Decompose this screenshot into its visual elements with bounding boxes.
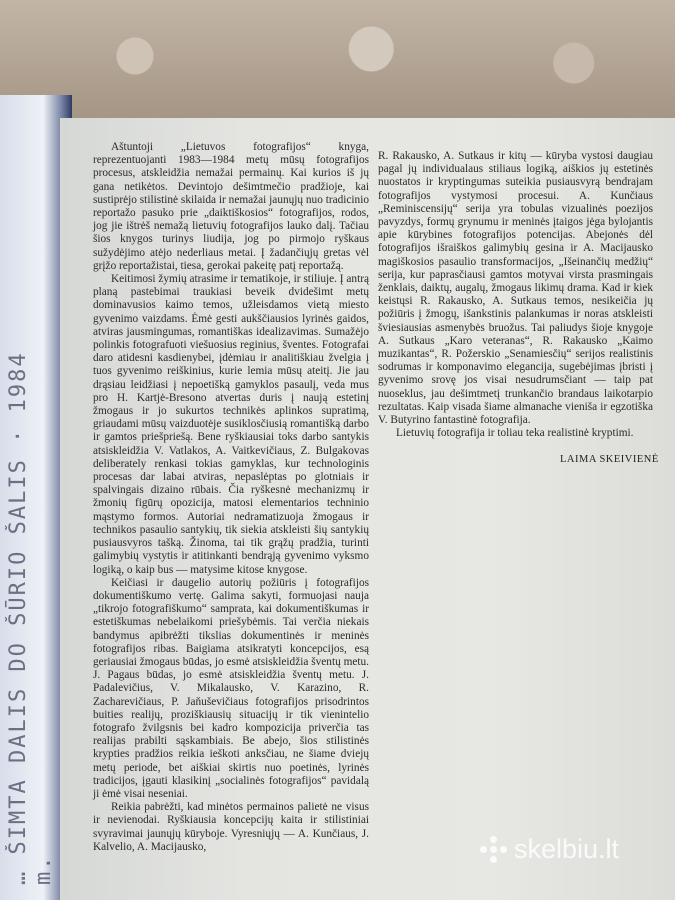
watermark-text: skelbiu.lt — [514, 834, 620, 864]
watermark-logo-icon — [480, 836, 508, 864]
text-column-right — [378, 150, 653, 440]
author-signature: LAIMA SKEIVIENĖ — [560, 454, 659, 465]
paragraph: Lietuvių fotografija ir toliau teka realistinė kryptimi. — [396, 427, 634, 440]
paragraph: Aštuntoji „Lietuvos fotografijos“ knyga, reprezentuojanti 1983—1984 metų mūsų fotografijos procesus, atskleidžia nemažai permainų. Kai kurios iš jų gana netikėtos. Devintojo dešimtmečio pradžioje, kai sustiprėjo stilistinė skilaida ir nemažai jaunųjų nuo tradicinio reportažo pasuko prie „daiktiškosios“ fotografijos, rodos, jog jie ištrėš nemažą lietuvių fotografijos lauko dalį. Tačiau šios knygos turinys liudija, jog po pirmojo ryškaus sužydėjimo atėjo nederliaus metai. Į žadančiųjų gretas vėl grįžo reportažistai, tiesa, gerokai pakeitę patį reportažą. — [93, 141, 369, 272]
spine-handwriting: … ŠIMTA DALIS DO ŠŪRIO ŠALIS · 1984 m. — [6, 351, 56, 885]
text-column-left — [93, 141, 369, 854]
paragraph: Keičiasi ir daugelio autorių požiūris į fotografijos dokumentiškumo vertę. Galima sakyti, formuojasi nauja „tikrojo fotografiškumo“ samprata, kai dokumentiškumas ir estetiškumas nebelaikomi priešybėmis. Tai verčia niekais bandymus apibrėžti tikslias dokumentinės ir meninės fotografijos ribas. Baigiama atsikratyti koncepcijos, esą geriausiai žmogaus būdas, jo esmė atsiskleidžia šventų metu. J. Pagaus būdas, jo esmė atsiskleidžia šventų metu. J. Padalevičius, V. Mikalausko, V. Karazino, R. Zacharevičiaus, P. Jaňuševičiaus fotografijos prisodrintos buities realijų, proziškiausių situacijų ir tik vienintelio fotografo žvilgsnis bei kadro kompozicija priverčia tas realijas prabilti sąskambiais. Be abejo, šios stilistinės krypties pradžios reikia ieškoti anksčiau, ne šiame dviejų metų periode, bet aiškiai skirtis nuo poetinės, lyrinės tradicijos, įgauti klasikinį „socialinės fotografijos“ pavidalą ji ėmė visai neseniai. — [93, 576, 369, 800]
watermark — [480, 834, 619, 865]
paragraph: R. Rakausko, A. Sutkaus ir kitų — kūryba vystosi daugiau pagal jų individualaus stiliaus logiką, aiškios jų estetinės nuostatos ir kryptingumas suteikia pusiausvyrą bendrajam fotografijos vystymosi procesui. A. Kunčiaus „Reminiscensijų“ serija yra tobulas vizualinės poezijos pavyzdys, formų grynumu ir meninės įtaigos jėga bylojantis apie kūrybines fotografijos potencijas. Abejonės dėl fotografijos išraiškos galimybių gesina ir A. Macijausko magiškosios pasaulio transformacijos, „Išeinančių medžių“ serija, kur paprasčiausi gamtos motyvai virsta prasmingais ženklais, daiktų, augalų, žmogaus likimų drama. Kad ir kiek keistųsi R. Rakausko, A. Sutkaus temos, nesikeičia jų požiūris į žmogų, išankstinis palankumas ir noras atskleisti šviesiausias asmenybės bruožus. Tai paliudys šioje knygoje A. Sutkaus „Karo veteranas“, R. Rakausko „Kaimo muzikantas“, R. Požerskio „Senamiesčių“ serijos realistinis sodrumas ir komponavimo elegancija, sugebėjimas įbristi į gyvenimo srovę jos visai nesudrumsčiant — taip pat nuoseklus, jau dešimtmetį trunkančio brandaus laikotarpio rezultatas. Kaip visada šiame almanache vieniša ir egzotiška V. Butyrino fantastinė fotografija. — [378, 150, 653, 427]
paragraph: Reikia pabrėžti, kad minėtos permainos palietė ne visus ir nevienodai. Ryškiausia koncepcijų kaita ir stilistiniai svyravimai jaunųjų kūryboje. Vyresniųjų — A. Kunčiaus, J. Kalvelio, A. Macijausko, — [93, 801, 369, 853]
paragraph: Keitimosi žymių atrasime ir tematikoje, ir stiliuje. Į antrą planą pastebimai traukiasi beveik dvidešimt metų dominavusios kaimo temos, užleisdamos vietą miesto gyvenimo vaizdams. Ėmė gesti aukščiausios lyrinės gaidos, atviras jausmingumas, romantiškas idealizavimas. Sumažėjo polinkis fotografuoti viešuosius reginius, šventes. Fotografai daro atidesni kasdienybei, įdėmiau ir analitiškiau žvelgia į tuos gyvenimo reiškinius, kurie lemia mūsų ateitį. Jie jau drąsiau leidžiasi į nepoetišką gamyklos pasaulį, veda mus pro H. Kartjė-Bresono atvertas duris į naują estetinį žmogaus ir jo sukurtos technikės aplinkos supratimą, griaudami mūsų vaizduotėje susiklosčiusią romantišką darbo ir gamtos priešpriešą. Bene ryškiausiai toks darbo santykis atsiskleidžia V. Vatlakos, A. Vaitkevičiaus, Z. Bulgakovas deliberately renkasi tokias gamyklas, kur technologinis procesas dar labai atviras, nepaslėptas po glotniais ir spalvingais dizaino rūbais. Čia ryškesnė mechanizmų ir žmonių figūrų opozicija, matosi elementarios techninio mąstymo formos. Autoriai nedramatizuoja žmogaus ir technikos pasaulio santykių, tik siekia atskleisti šių santykių pusiausvyros tašką. Žinoma, tai tik grąžų pradžia, turinti galimybių vystytis ir atitinkanti bendrąją gyvenimo vyksmo logiką, o kaip bus — matysime kitose knygose. — [93, 273, 369, 576]
